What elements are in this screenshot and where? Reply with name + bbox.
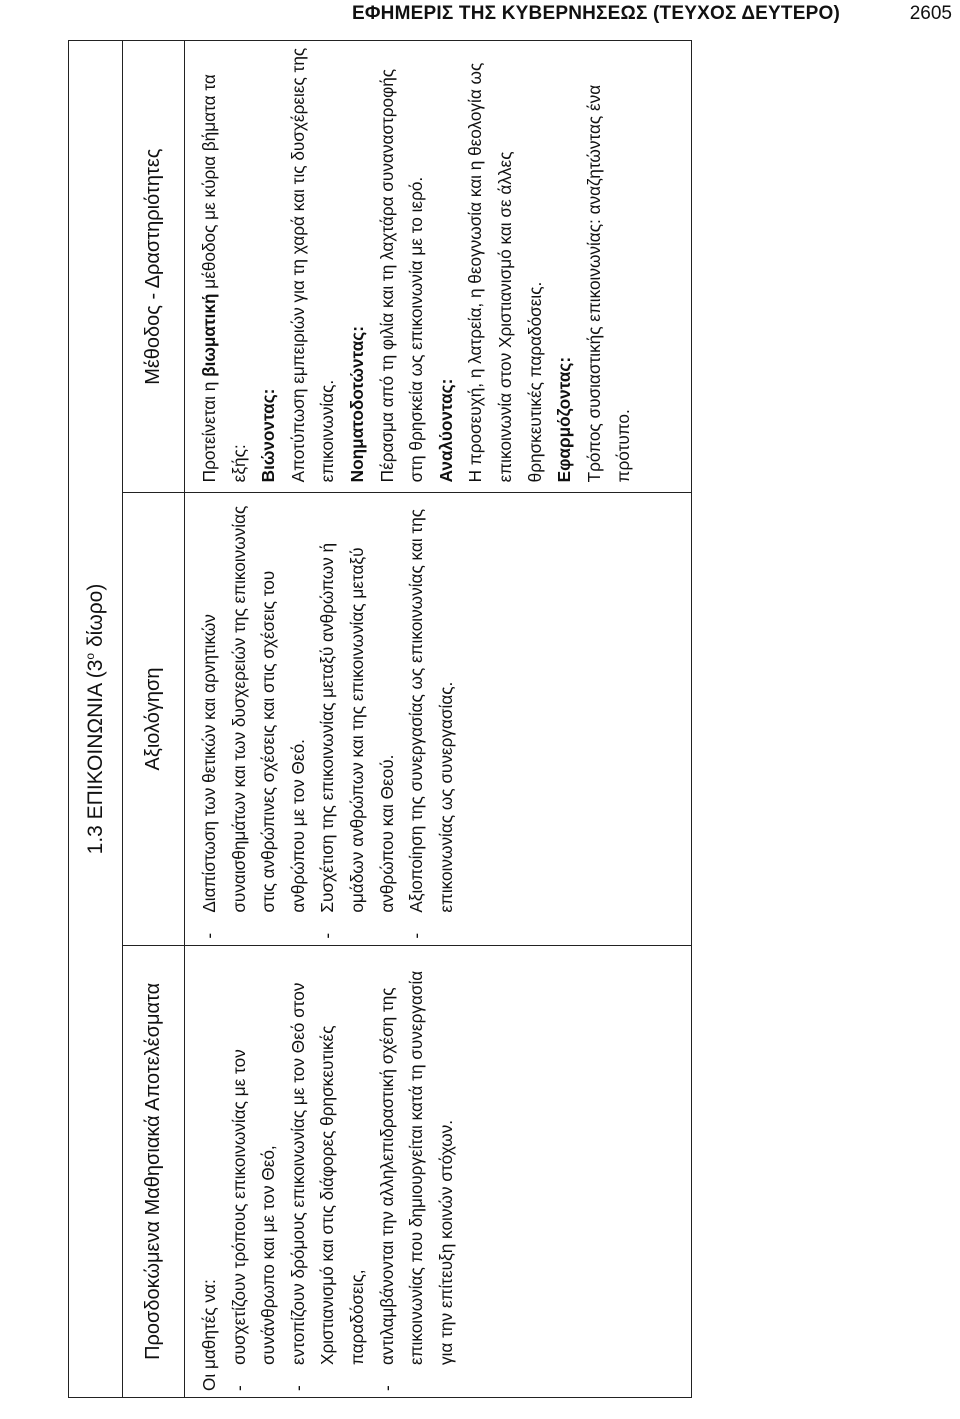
rotated-table-wrapper: [68, 40, 692, 1398]
column-header-method: Μέθοδος - Δραστηριότητες: [123, 41, 185, 493]
list-item: - Διαπίστωση των θετικών και αρνητικών συναισθημάτων και των δυσχερειών της επικοινωνίας στις ανθρώπινες σχέσεις και στις σχέσεις του ανθρώπου με τον Θεό.: [199, 505, 308, 939]
method-cell: [185, 41, 692, 493]
method-step-label: Εφαρμόζοντας:: [554, 356, 575, 483]
assessment-cell: [185, 493, 692, 945]
page-number: 2605: [909, 3, 952, 24]
table-title: 1.3 ΕΠΙΚΟΙΝΩΝΙΑ ($3^o$ δίωρο): [69, 41, 123, 1398]
curriculum-table: [68, 40, 692, 1398]
column-header-outcomes: Προσδοκώμενα Μαθησιακά Αποτελέσματα: [123, 945, 185, 1397]
list-item: - Συσχέτιση της επικοινωνίας μεταξύ ανθρώπων ή ομάδων ανθρώπων και της επικοινωνίας μεταξύ ανθρώπου και Θεού.: [317, 542, 397, 939]
method-step-text: Αποτύπωση εμπειριών για τη χαρά και τις δυσχέρειες της επικοινωνίας.: [287, 47, 338, 483]
method-step-text: Η προσευχή, η λατρεία, η θεογνωσία και η θεολογία ως επικοινωνία στον Χριστιανισμό και σε άλλες θρησκευτικές παραδόσεις.: [465, 62, 545, 483]
list-item: - αντιλαμβάνονται την αλληλεπιδραστική σχέση της επικοινωνίας που δημιουργείται κατά τη συνεργασία για την επίτευξη κοινών στόχων.: [376, 970, 456, 1391]
journal-title: ΕΦΗΜΕΡΙΣ ΤΗΣ ΚΥΒΕΡΝΗΣΕΩΣ (ΤΕΥΧΟΣ ΔΕΥΤΕΡΟ): [352, 3, 840, 24]
column-header-assessment: Αξιολόγηση: [123, 493, 185, 945]
outcomes-intro: Οι μαθητές να:: [199, 1279, 219, 1391]
method-step-label: Βιώνοντας:: [258, 388, 279, 483]
list-item: - εντοπίζουν δρόμους επικοινωνίας με τον Θεό στον Χριστιανισμό και στις διάφορες θρησκευτικές παραδόσεις,: [287, 982, 367, 1391]
method-intro: Προτείνεται η βιωματική μέθοδος με κύρια βήματα τα εξής:: [199, 74, 249, 483]
list-item: - συσχετίζουν τρόπους επικοινωνίας με τον συνάνθρωπο και με τον Θεό,: [228, 1049, 279, 1391]
method-step-label: Αναλύοντας:: [435, 378, 456, 483]
outcomes-cell: [185, 945, 692, 1397]
method-step-text: Πέρασμα από τη φιλία και τη λαχτάρα συναναστροφής στη θρησκεία ως επικοινωνία με το ιερό.: [376, 68, 427, 483]
method-step-text: Τρόπος συσιαστικής επικοινωνίας: αναζητώντας ένα πρότυπο.: [583, 84, 634, 483]
rotated-table: [68, 40, 692, 1398]
method-step-label: Νοηματοδοτώντας:: [346, 326, 367, 483]
list-item: - Αξιοποίηση της συνεργασίας ως επικοινωνίας και της επικοινωνίας ως συνεργασίας.: [406, 508, 456, 939]
page-header: [0, 0, 960, 30]
